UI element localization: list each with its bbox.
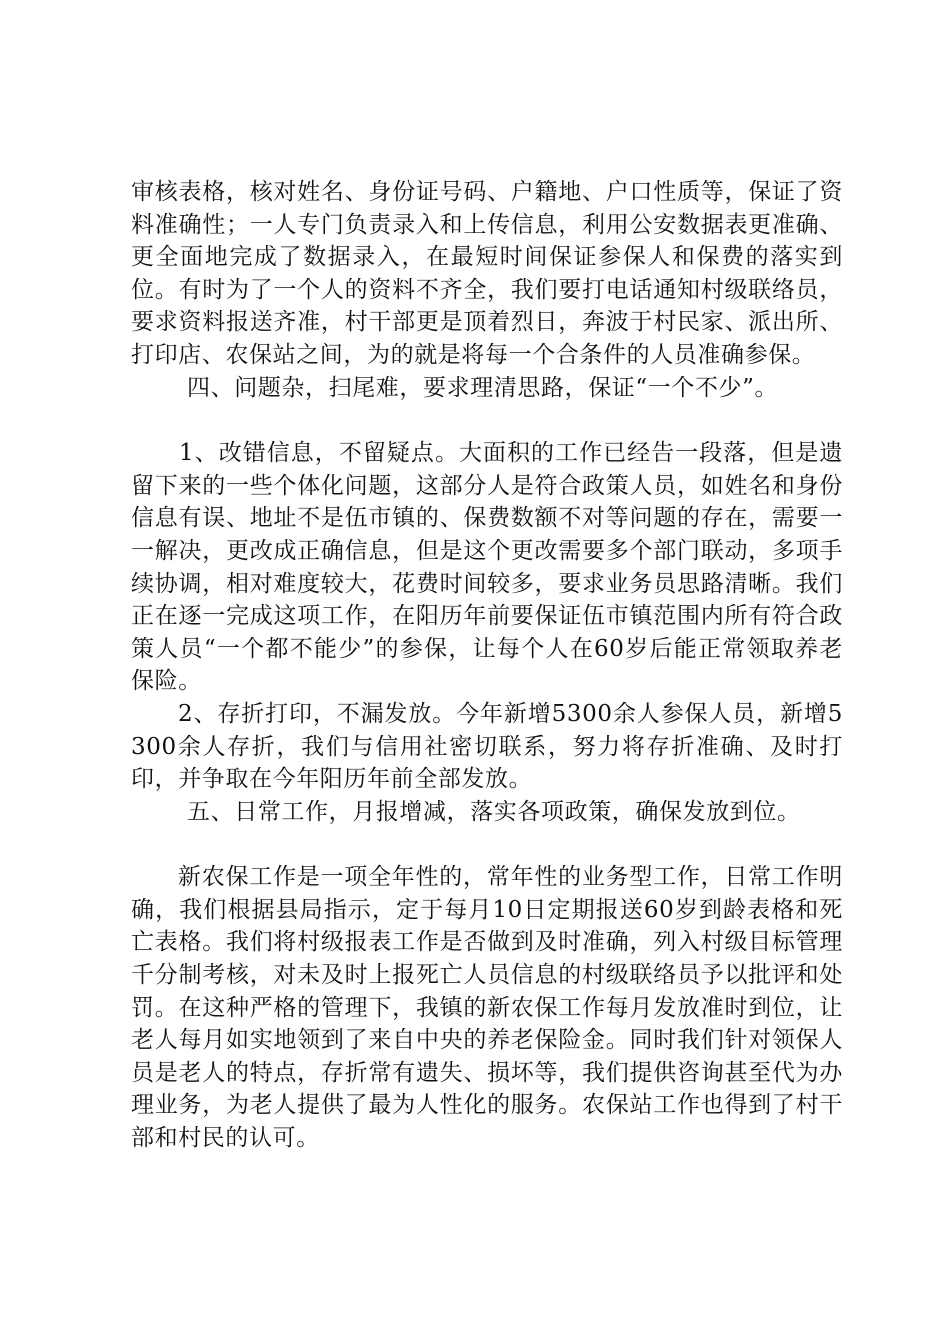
paragraph-daily-work: 新农保工作是一项全年性的，常年性的业务型工作，日常工作明确，我们根据县局指示，定于每月10日定期报送60岁到龄表格和死亡表格。我们将村级报表工作是否做到及时准确，列入村级目标管理千分制考核，对未及时上报死亡人员信息的村级联络员予以批评和处罚。在这种严格的管理下，我镇的新农保工作每月发放准时到位，让老人每月如实地领到了来自中央的养老保险金。同时我们针对领保人员是老人的特点，存折常有遗失、损坏等，我们提供咨询甚至代为办理业务，为老人提供了最为人性化的服务。农保站工作也得到了村干部和村民的认可。 bbox=[131, 864, 843, 1152]
document-body bbox=[131, 176, 843, 1155]
paragraph-gap bbox=[131, 828, 843, 861]
section-heading-4: 四、问题杂，扫尾难，要求理清思路，保证“一个不少”。 bbox=[187, 374, 779, 401]
list-item-1: 1、改错信息，不留疑点。大面积的工作已经告一段落，但是遗留下来的一些个体化问题，这部分人是符合政策人员，如姓名和身份信息有误、地址不是伍市镇的、保费数额不对等问题的存在，需要一一解决，更改成正确信息，但是这个更改需要多个部门联动，多项手续协调，相对难度较大，花费时间较多，要求业务员思路清晰。我们正在逐一完成这项工作，在阳历年前要保证伍市镇范围内所有符合政策人员“一个都不能少”的参保，让每个人在60岁后能正常领取养老保险。 bbox=[131, 440, 843, 695]
paragraph-continued: 审核表格，核对姓名、身份证号码、户籍地、户口性质等，保证了资料准确性；一人专门负责录入和上传信息，利用公安数据表更准确、更全面地完成了数据录入，在最短时间保证参保人和保费的落实到位。有时为了一个人的资料不齐全，我们要打电话通知村级联络员，要求资料报送齐准，村干部更是顶着烈日，奔波于村民家、派出所、打印店、农保站之间，为的就是将每一个合条件的人员准确参保。 bbox=[131, 179, 843, 368]
paragraph-gap bbox=[131, 404, 843, 437]
section-heading-5: 五、日常工作，月报增减，落实各项政策，确保发放到位。 bbox=[187, 798, 801, 825]
list-item-2: 2、存折打印，不漏发放。今年新增5300余人参保人员，新增5300余人存折，我们与信用社密切联系，努力将存折准确、及时打印，并争取在今年阳历年前全部发放。 bbox=[131, 700, 843, 793]
